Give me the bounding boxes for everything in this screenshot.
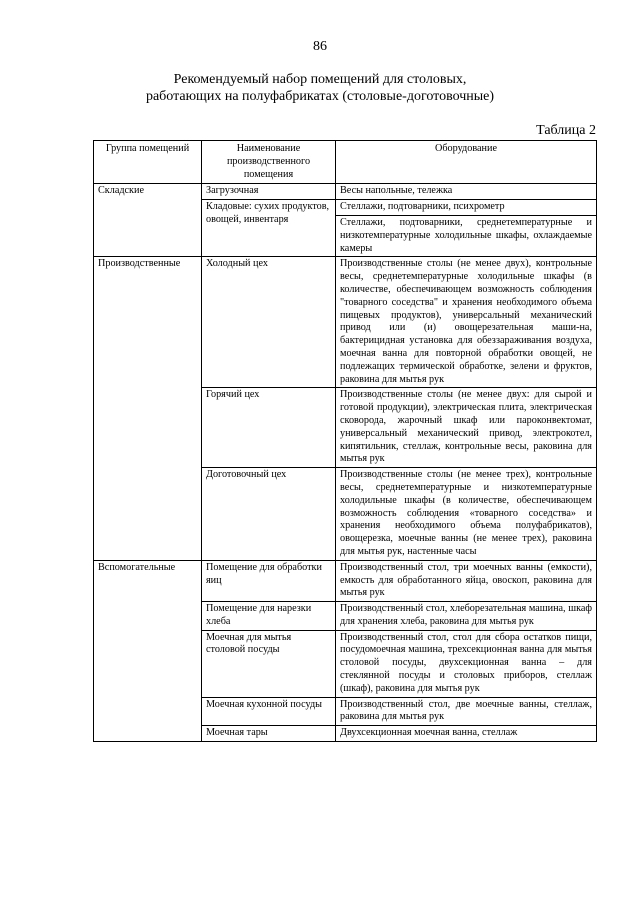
rooms-table: [93, 140, 597, 742]
header-room: Наименование производственного помещения: [202, 141, 336, 184]
room-cell: Моечная для мытья столовой посуды: [202, 630, 336, 697]
equipment-cell: Производственные столы (не менее трех), контрольные весы, среднетемпературные и низкотемпературные холодильные шкафы (в количестве, обеспечивающем возможность соблюдения «товарного соседства» и хранения необходимого объема полуфабрикатов), овощерезка, моечные ванны (не менее трех), раковина для мытья рук, настенные часы: [336, 468, 597, 561]
room-cell: Моечная кухонной посуды: [202, 697, 336, 726]
page-title: [0, 71, 640, 105]
equipment-cell: Производственные столы (не менее двух), контрольные весы, среднетемпературные холодильные шкафы (в количестве, обеспечивающем возможность соблюдения "товарного соседства" и хранения необходимого объема пищевых продуктов), универсальный механический привод или (и) овощерезательная маши-на, бактерицидная установка для обеззараживания воздуха, моечная ванна для повторной обработки овощей, не подлежащих термической обработке, зелени и фруктов, раковина для мытья рук: [336, 257, 597, 388]
equipment-cell: Производственные столы (не менее двух: для сырой и готовой продукции), электрическая плита, электрическая сковорода, жарочный шкаф или пароконвектомат, универсальный механический привод, электрокотел, кипятильник, стеллаж, контрольные весы, раковина для мытья рук: [336, 388, 597, 468]
equipment-cell: Производственный стол, хлеборезательная машина, шкаф для хранения хлеба, раковина для мытья рук: [336, 602, 597, 631]
header-group: Группа помещений: [94, 141, 202, 184]
room-cell: Загрузочная: [202, 184, 336, 200]
room-cell: Моечная тары: [202, 726, 336, 742]
room-cell: Доготовочный цех: [202, 468, 336, 561]
group-cell: Производственные: [94, 257, 202, 560]
room-cell: Холодный цех: [202, 257, 336, 388]
table-row: [94, 560, 597, 601]
equipment-sub-entry: Стеллажи, подтоварники, среднетемпературные и низкотемпературные холодильные шкафы, охлаждаемые камеры: [340, 216, 592, 254]
room-cell: Помещение для обработки яиц: [202, 560, 336, 601]
equipment-cell: Производственный стол, стол для сбора остатков пищи, посудомоечная машина, трехсекционная ванна для мытья столовой посуды, двухсекционная ванна – для стеклянной посуды и столовых приборов, стеллаж (шкаф), раковина для мытья рук: [336, 630, 597, 697]
title-line-1: Рекомендуемый набор помещений для столовых,: [173, 72, 467, 87]
group-cell: Складские: [94, 184, 202, 257]
table-header-row: [94, 141, 597, 184]
header-equipment: Оборудование: [336, 141, 597, 184]
group-cell: Вспомогательные: [94, 560, 202, 741]
equipment-cell: Двухсекционная моечная ванна, стеллаж: [336, 726, 597, 742]
page-number: 86: [313, 39, 327, 54]
table-row: [94, 184, 597, 200]
equipment-sub-entry: Стеллажи, подтоварники, психрометр: [336, 200, 596, 216]
table-row: [94, 257, 597, 388]
equipment-cell: [336, 200, 597, 257]
room-cell: Помещение для нарезки хлеба: [202, 602, 336, 631]
equipment-cell: Весы напольные, тележка: [336, 184, 597, 200]
equipment-cell: Производственный стол, три моечных ванны (емкости), емкость для обработанного яйца, овоскоп, раковина для мытья рук: [336, 560, 597, 601]
equipment-cell: Производственный стол, две моечные ванны, стеллаж, раковина для мытья рук: [336, 697, 597, 726]
room-cell: Кладовые: сухих продуктов, овощей, инвентаря: [202, 200, 336, 257]
room-cell: Горячий цех: [202, 388, 336, 468]
table-label: Таблица 2: [536, 123, 596, 138]
title-line-2: работающих на полуфабрикатах (столовые-доготовочные): [145, 89, 495, 104]
